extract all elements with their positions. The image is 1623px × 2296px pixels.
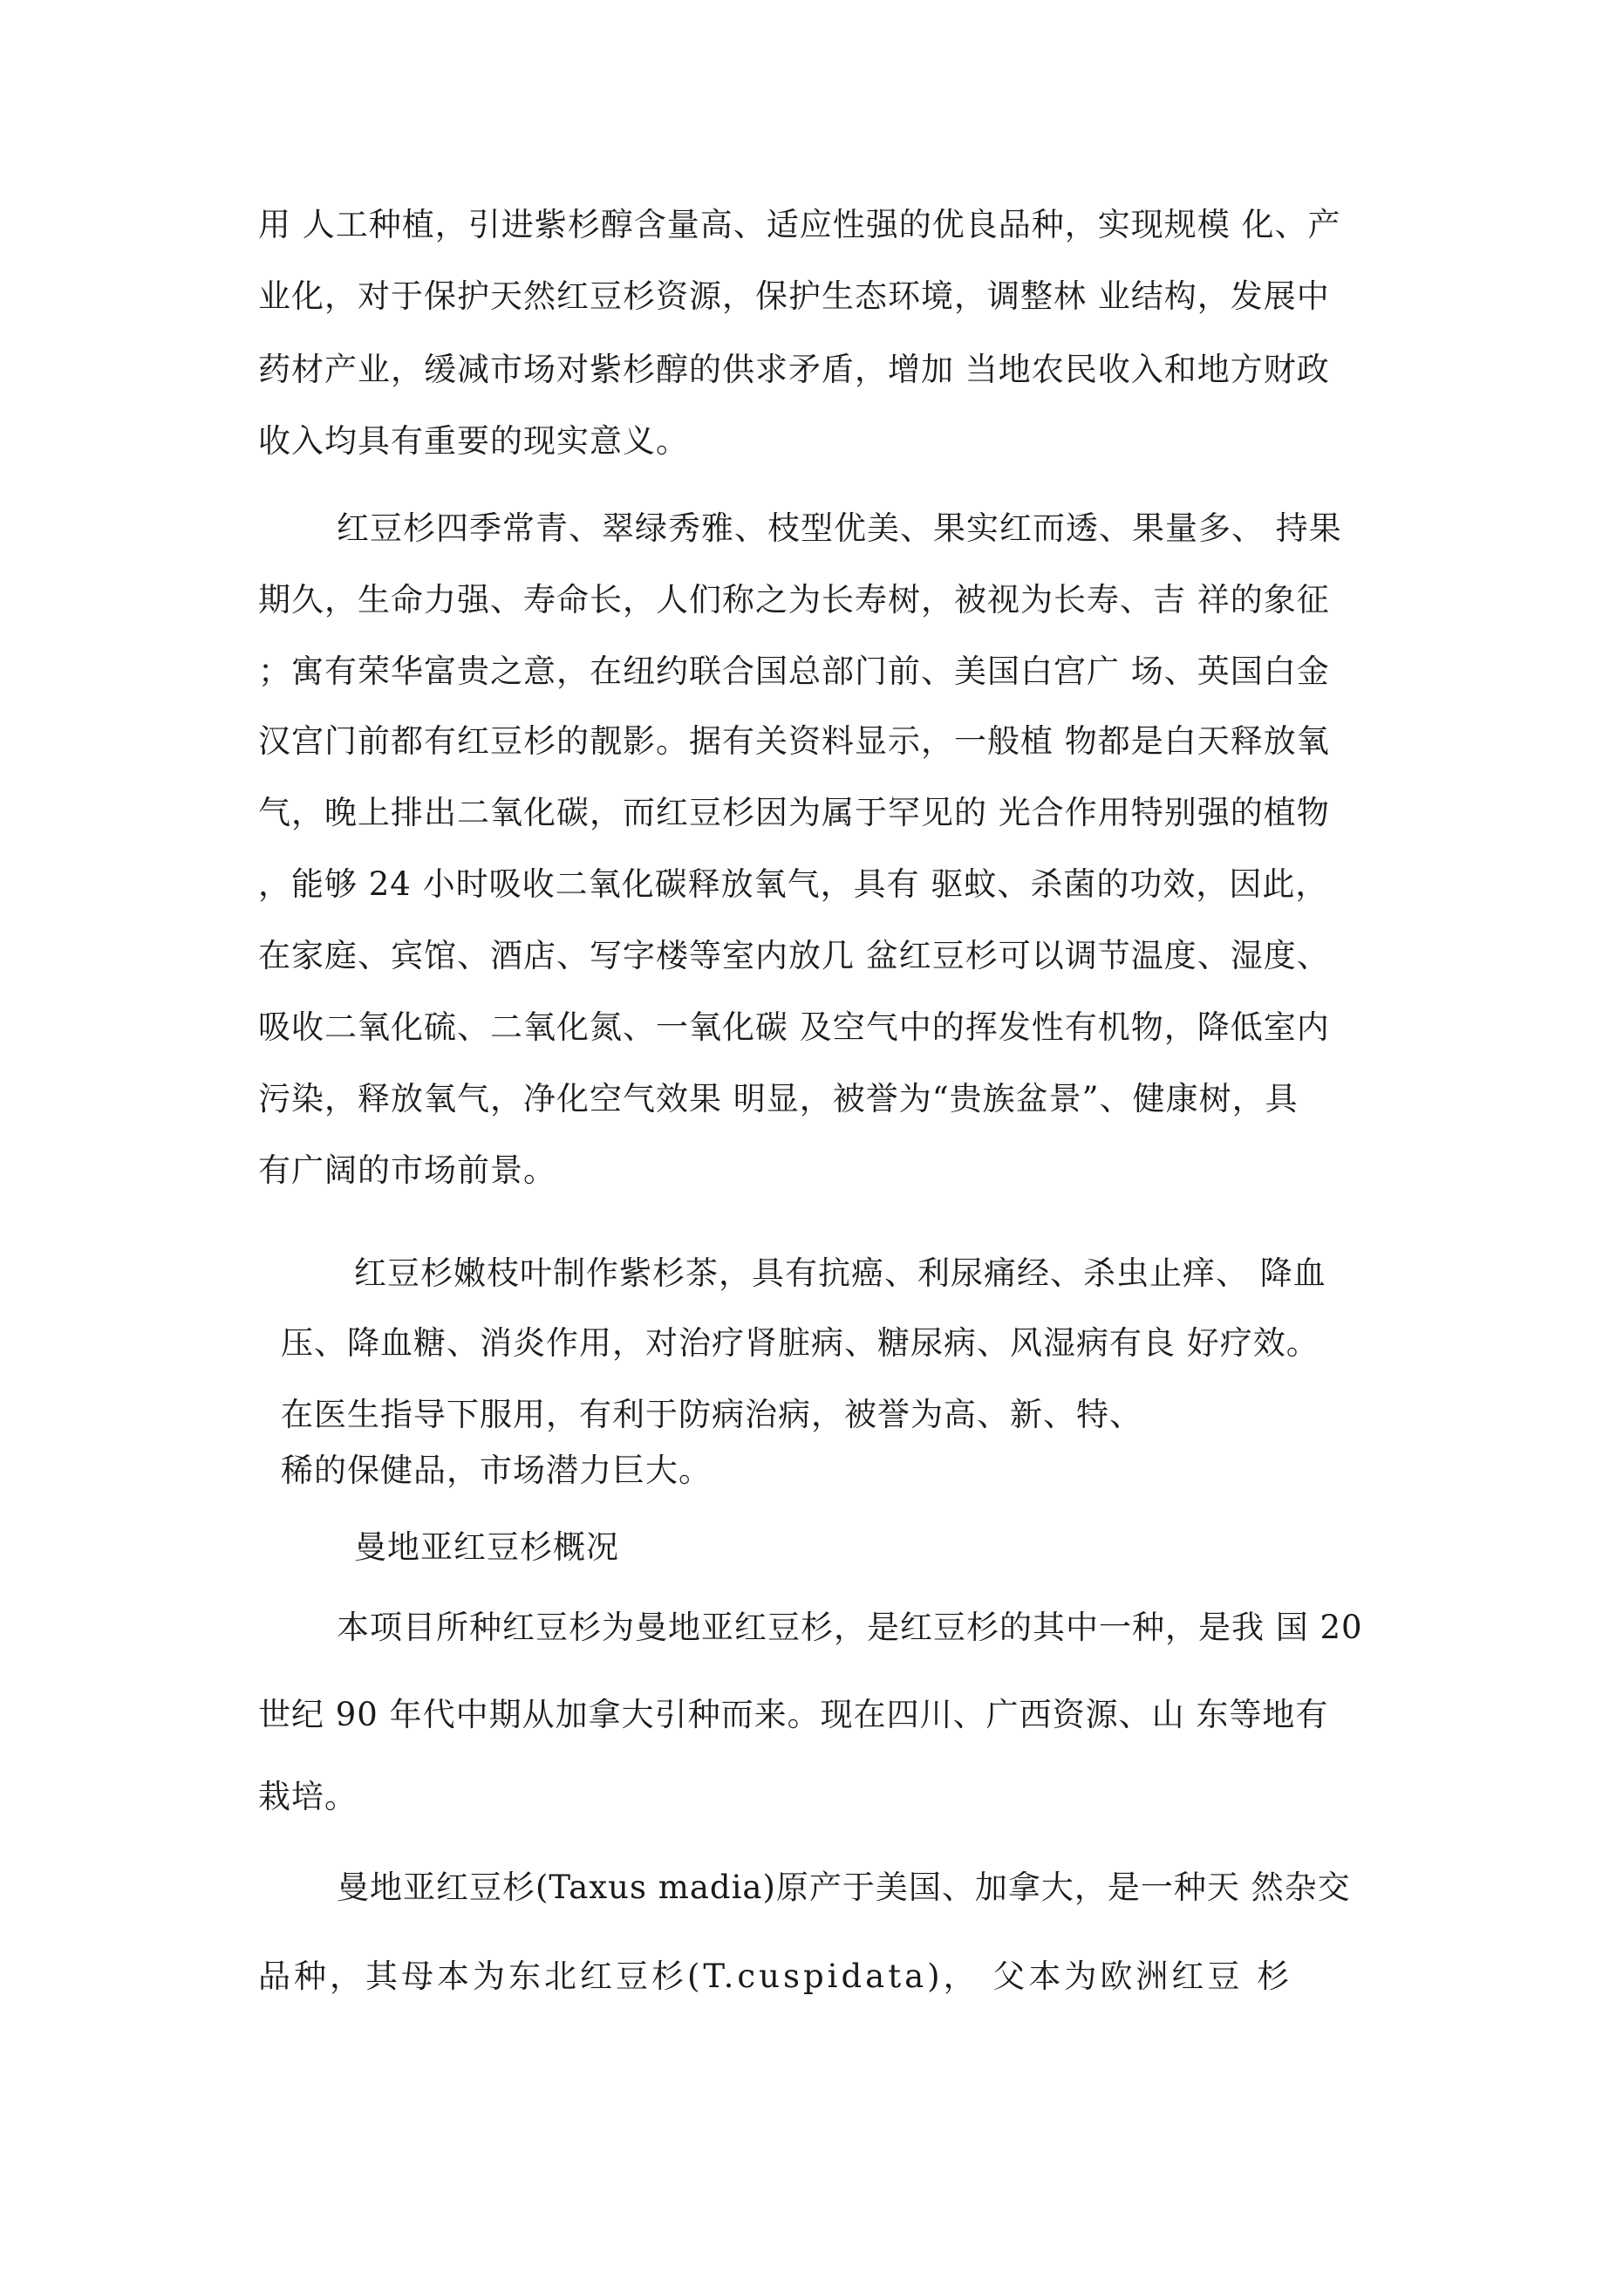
section-heading: 曼地亚红豆杉概况	[354, 1528, 619, 1566]
text-line: 收入均具有重要的现实意义。	[258, 422, 689, 460]
text-line: 世纪 90 年代中期从加拿大引种而来。现在四川、广西资源、山 东等地有	[258, 1696, 1329, 1733]
text-line: 稀的保健品，市场潜力巨大。	[281, 1452, 712, 1489]
text-line: 业化，对于保护天然红豆杉资源，保护生态环境，调整林 业结构，发展中	[258, 277, 1330, 315]
text-line: 有广阔的市场前景。	[258, 1151, 556, 1189]
text-line: ；寓有荣华富贵之意，在纽约联合国总部门前、美国白宫广 场、英国白金	[258, 653, 1330, 690]
text-line: 品种，其母本为东北红豆杉(T.cuspidata)， 父本为欧洲红豆 杉	[258, 1958, 1293, 1995]
text-line: 期久，生命力强、寿命长，人们称之为长寿树，被视为长寿、吉 祥的象征	[258, 581, 1330, 618]
text-line: 药材产业，缓减市场对紫杉醇的供求矛盾，增加 当地农民收入和地方财政	[258, 351, 1330, 388]
text-line: 红豆杉嫩枝叶制作紫杉茶，具有抗癌、利尿痛经、杀虫止痒、 降血	[354, 1254, 1326, 1292]
text-line: 在家庭、宾馆、酒店、写字楼等室内放几 盆红豆杉可以调节温度、湿度、	[258, 937, 1330, 974]
text-line: 在医生指导下服用，有利于防病治病，被誉为高、新、特、	[281, 1396, 1142, 1433]
text-line: 栽培。	[258, 1778, 358, 1815]
text-line: 气，晚上排出二氧化碳，而红豆杉因为属于罕见的 光合作用特别强的植物	[258, 794, 1330, 831]
text-line: 压、降血糖、消炎作用，对治疗肾脏病、糖尿病、风湿病有良 好疗效。	[281, 1324, 1320, 1362]
text-line: 汉宫门前都有红豆杉的靓影。据有关资料显示，一般植 物都是白天释放氧	[258, 722, 1330, 760]
text-line: 污染，释放氧气，净化空气效果 明显，被誉为“贵族盆景”、健康树，具	[258, 1080, 1299, 1117]
text-line: ，能够 24 小时吸收二氧化碳释放氧气，具有 驱蚊、杀菌的功效，因此，	[258, 865, 1329, 903]
text-line: 吸收二氧化硫、二氧化氮、一氧化碳 及空气中的挥发性有机物，降低室内	[258, 1008, 1330, 1046]
text-line: 本项目所种红豆杉为曼地亚红豆杉，是红豆杉的其中一种，是我 国 20	[337, 1609, 1363, 1646]
text-line: 用 人工种植，引进紫杉醇含量高、适应性强的优良品种，实现规模 化、产	[258, 206, 1341, 243]
text-line: 曼地亚红豆杉(Taxus madia)原产于美国、加拿大，是一种天 然杂交	[337, 1869, 1351, 1906]
text-line: 红豆杉四季常青、翠绿秀雅、枝型优美、果实红而透、果量多、 持果	[337, 509, 1342, 547]
